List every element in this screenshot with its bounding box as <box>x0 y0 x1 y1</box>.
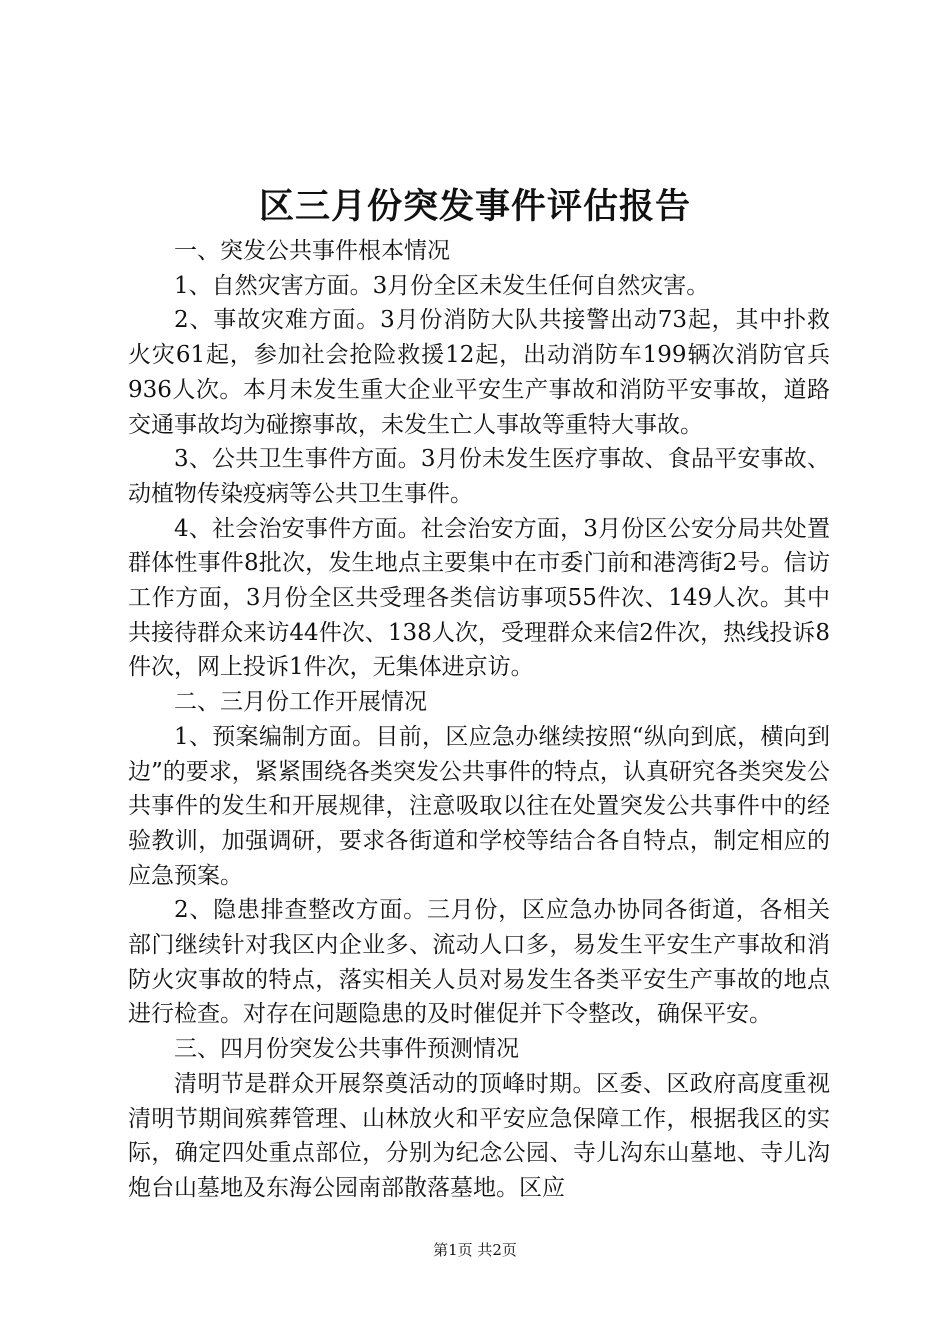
paragraph-natural-disasters: 1、自然灾害方面。3月份全区未发生任何自然灾害。 <box>174 272 710 299</box>
paragraph-hazard-inspection: 2、隐患排查整改方面。三月份，区应急办协同各街道，各相关部门继续针对我区内企业多、流动人口多，易发生平安生产事故和消防火灾事故的特点，落实相关人员对易发生各类平安生产事故的地点进行检查。对存在问题隐患的及时催促并下令整改，确保平安。 <box>128 897 830 1028</box>
section-heading-1: 一、突发公共事件根本情况 <box>174 238 450 264</box>
section-heading-2: 二、三月份工作开展情况 <box>174 689 427 716</box>
paragraph-public-health: 3、公共卫生事件方面。3月份未发生医疗事故、食品平安事故、动植物传染疫病等公共卫生事件。 <box>128 446 830 507</box>
paragraph-emergency-plans: 1、预案编制方面。目前，区应急办继续按照“纵向到底，横向到边”的要求，紧紧围绕各类突发公共事件的特点，认真研究各类突发公共事件的发生和开展规律，注意吸取以往在处置突发公共事件中的经验教训，加强调研，要求各街道和学校等结合各自特点，制定相应的应急预案。 <box>128 723 830 889</box>
paragraph-qingming-forecast: 清明节是群众开展祭奠活动的顶峰时期。区委、区政府高度重视清明节期间殡葬管理、山林放火和平安应急保障工作，根据我区的实际，确定四处重点部位，分别为纪念公园、寺儿沟东山墓地、寺儿沟炮台山墓地及东海公园南部散落墓地。区应 <box>128 1070 830 1201</box>
section-heading-3: 三、四月份突发公共事件预测情况 <box>174 1036 519 1063</box>
page-footer: 第1页 共2页 <box>433 1241 517 1259</box>
paragraph-public-security: 4、社会治安事件方面。社会治安方面，3月份区公安分局共处置群体性事件8批次，发生地点主要集中在市委门前和港湾街2号。信访工作方面，3月份全区共受理各类信访事项55件次、149人次。其中共接待群众来访44件次、138人次，受理群众来信2件次，热线投诉8件次，网上投诉1件次，无集体进京访。 <box>128 515 830 681</box>
document-body <box>128 234 830 1206</box>
document-title: 区三月份突发事件评估报告 <box>258 186 691 227</box>
paragraph-accidents: 2、事故灾难方面。3月份消防大队共接警出动73起，其中扑救火灾61起，参加社会抢险救援12起，出动消防车199辆次消防官兵936人次。本月未发生重大企业平安生产事故和消防平安事故，道路交通事故均为碰擦事故，未发生亡人事故等重特大事故。 <box>128 307 830 438</box>
